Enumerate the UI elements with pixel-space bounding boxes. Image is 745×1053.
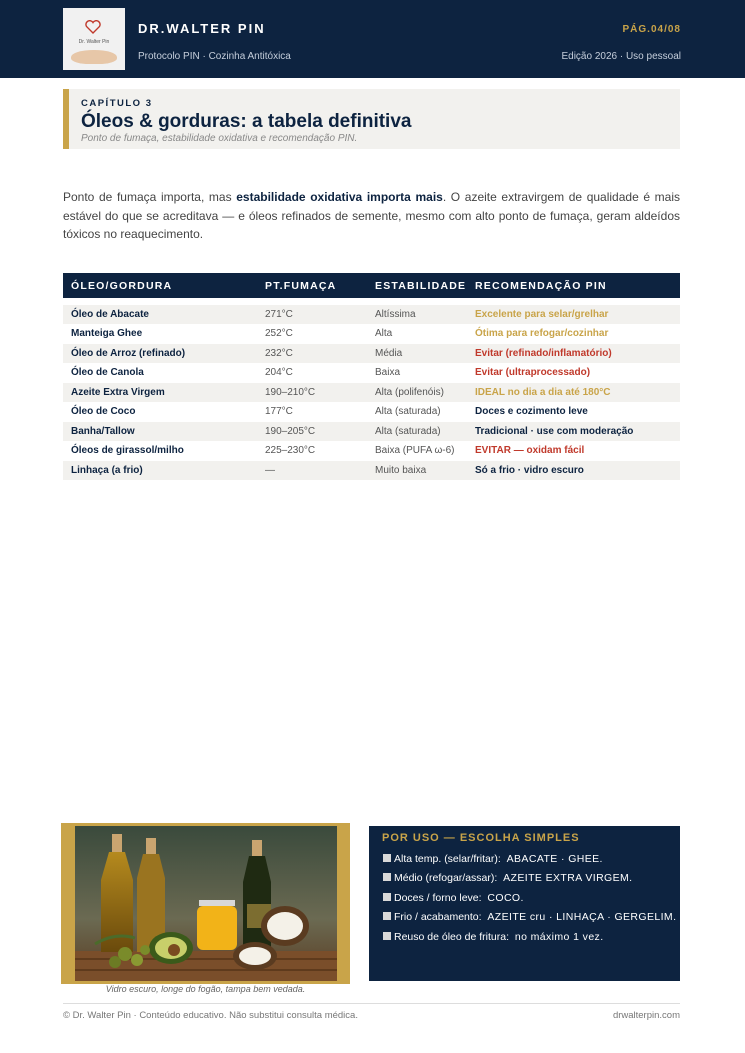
recommendation: Evitar (ultraprocessado) <box>475 367 591 378</box>
smoke-point: 225–230°C <box>265 445 316 456</box>
stability: Baixa <box>375 367 401 378</box>
table-row <box>63 383 680 402</box>
panel-item <box>383 911 676 923</box>
smoke-point: 232°C <box>265 348 293 359</box>
smoke-point: 271°C <box>265 309 293 320</box>
recommendation: Tradicional · use com moderação <box>475 426 634 437</box>
panel-item-label: Médio (refogar/assar): <box>394 872 498 884</box>
table-row <box>63 422 680 441</box>
recommendation: Só a frio · vidro escuro <box>475 465 584 476</box>
page-number: PÁG.04/08 <box>622 24 681 35</box>
smoke-point: 204°C <box>265 367 293 378</box>
table-row <box>63 402 680 421</box>
page-header <box>0 0 745 78</box>
stability: Altíssima <box>375 309 416 320</box>
oil-name: Azeite Extra Virgem <box>71 387 165 398</box>
square-bullet-icon <box>383 854 391 862</box>
square-bullet-icon <box>383 912 391 920</box>
oil-name: Óleo de Arroz (refinado) <box>71 348 186 359</box>
usage-panel <box>369 826 680 981</box>
brand-name: DR.WALTER PIN <box>138 21 266 36</box>
photo-frame <box>61 823 350 984</box>
panel-title: POR USO — ESCOLHA SIMPLES <box>382 832 580 844</box>
stability: Média <box>375 348 403 359</box>
oils-illustration <box>75 826 337 981</box>
oil-name: Banha/Tallow <box>71 426 135 437</box>
table-row <box>63 344 680 363</box>
smoke-point: — <box>265 465 275 476</box>
recommendation: Evitar (refinado/inflamatório) <box>475 348 612 359</box>
header-subtitle: Protocolo PIN · Cozinha Antitóxica <box>138 51 291 62</box>
intro-text-2: . O azeite extravirgem de qualidade é mais estável do que se acreditava — e óleos refinados de semente, mesmo com alto ponto de fumaça, geram aldeídos tóxicos no reaquecimento. <box>63 190 681 241</box>
table-row <box>63 461 680 480</box>
oil-name: Manteiga Ghee <box>71 328 143 339</box>
photo-caption: Vidro escuro, longe do fogão, tampa bem vedada. <box>105 984 306 994</box>
recommendation: Ótima para refogar/cozinhar <box>475 328 609 339</box>
stability: Alta <box>375 328 393 339</box>
col-header-stability: ESTABILIDADE <box>375 280 467 292</box>
col-header-smoke-point: PT.FUMAÇA <box>265 280 337 292</box>
stability: Alta (saturada) <box>375 426 441 437</box>
stability: Alta (saturada) <box>375 406 441 417</box>
oils-photo <box>75 826 337 981</box>
panel-item <box>383 853 603 865</box>
recommendation: EVITAR — oxidam fácil <box>475 445 585 456</box>
square-bullet-icon <box>383 932 391 940</box>
panel-item <box>383 931 604 943</box>
table-row <box>63 305 680 324</box>
recommendation: IDEAL no dia a dia até 180°C <box>475 387 611 398</box>
logo-text: Dr. Walter Pin <box>78 39 110 45</box>
panel-item-label: Frio / acabamento: <box>394 911 482 923</box>
hand-graphic <box>71 50 117 64</box>
oil-name: Linhaça (a frio) <box>71 465 143 476</box>
square-bullet-icon <box>383 873 391 881</box>
panel-item-label: Reuso de óleo de fritura: <box>394 931 509 943</box>
recommendation: Doces e cozimento leve <box>475 406 588 417</box>
stability: Baixa (PUFA ω-6) <box>375 445 455 456</box>
table-row <box>63 363 680 382</box>
panel-item-label: Alta temp. (selar/fritar): <box>394 853 501 865</box>
smoke-point: 190–210°C <box>265 387 316 398</box>
chapter-banner <box>63 89 680 149</box>
col-header-oil: ÓLEO/GORDURA <box>71 280 173 292</box>
oil-name: Óleo de Coco <box>71 406 136 417</box>
footer-copyright: © Dr. Walter Pin · Conteúdo educativo. Não substitui consulta médica. <box>63 1010 358 1021</box>
table-row <box>63 324 680 343</box>
table-row <box>63 441 680 460</box>
panel-item <box>383 892 524 904</box>
chapter-title: Óleos & gorduras: a tabela definitiva <box>81 111 412 132</box>
oil-name: Óleo de Abacate <box>71 309 149 320</box>
square-bullet-icon <box>383 893 391 901</box>
stability: Muito baixa <box>375 465 427 476</box>
intro-emphasis: estabilidade oxidativa importa mais <box>236 190 443 204</box>
smoke-point: 252°C <box>265 328 293 339</box>
intro-paragraph <box>63 188 680 244</box>
panel-item-value: no máximo 1 vez. <box>514 931 604 943</box>
panel-item-value: ABACATE · GHEE. <box>506 853 603 865</box>
edition-label: Edição 2026 · Uso pessoal <box>561 51 681 62</box>
panel-item-label: Doces / forno leve: <box>394 892 482 904</box>
table-header <box>63 273 680 298</box>
col-header-recommendation: RECOMENDAÇÃO PIN <box>475 280 607 292</box>
panel-item-value: AZEITE cru · LINHAÇA · GERGELIM. <box>487 911 677 923</box>
chapter-label: CAPÍTULO 3 <box>81 98 153 109</box>
chapter-subtitle: Ponto de fumaça, estabilidade oxidativa e recomendação PIN. <box>81 133 358 144</box>
heart-icon <box>85 20 101 34</box>
smoke-point: 190–205°C <box>265 426 316 437</box>
intro-text-1: Ponto de fumaça importa, mas <box>63 190 237 204</box>
recommendation: Excelente para selar/grelhar <box>475 309 609 320</box>
panel-item <box>383 872 633 884</box>
brand-logo <box>63 8 125 70</box>
footer-website-link[interactable]: drwalterpin.com <box>612 1010 680 1021</box>
stability: Alta (polifenóis) <box>375 387 444 398</box>
smoke-point: 177°C <box>265 406 293 417</box>
panel-item-value: AZEITE EXTRA VIRGEM. <box>503 872 633 884</box>
oil-name: Óleo de Canola <box>71 367 144 378</box>
oil-name: Óleos de girassol/milho <box>71 445 184 456</box>
footer-divider <box>63 1003 680 1004</box>
panel-item-value: COCO. <box>487 892 524 904</box>
